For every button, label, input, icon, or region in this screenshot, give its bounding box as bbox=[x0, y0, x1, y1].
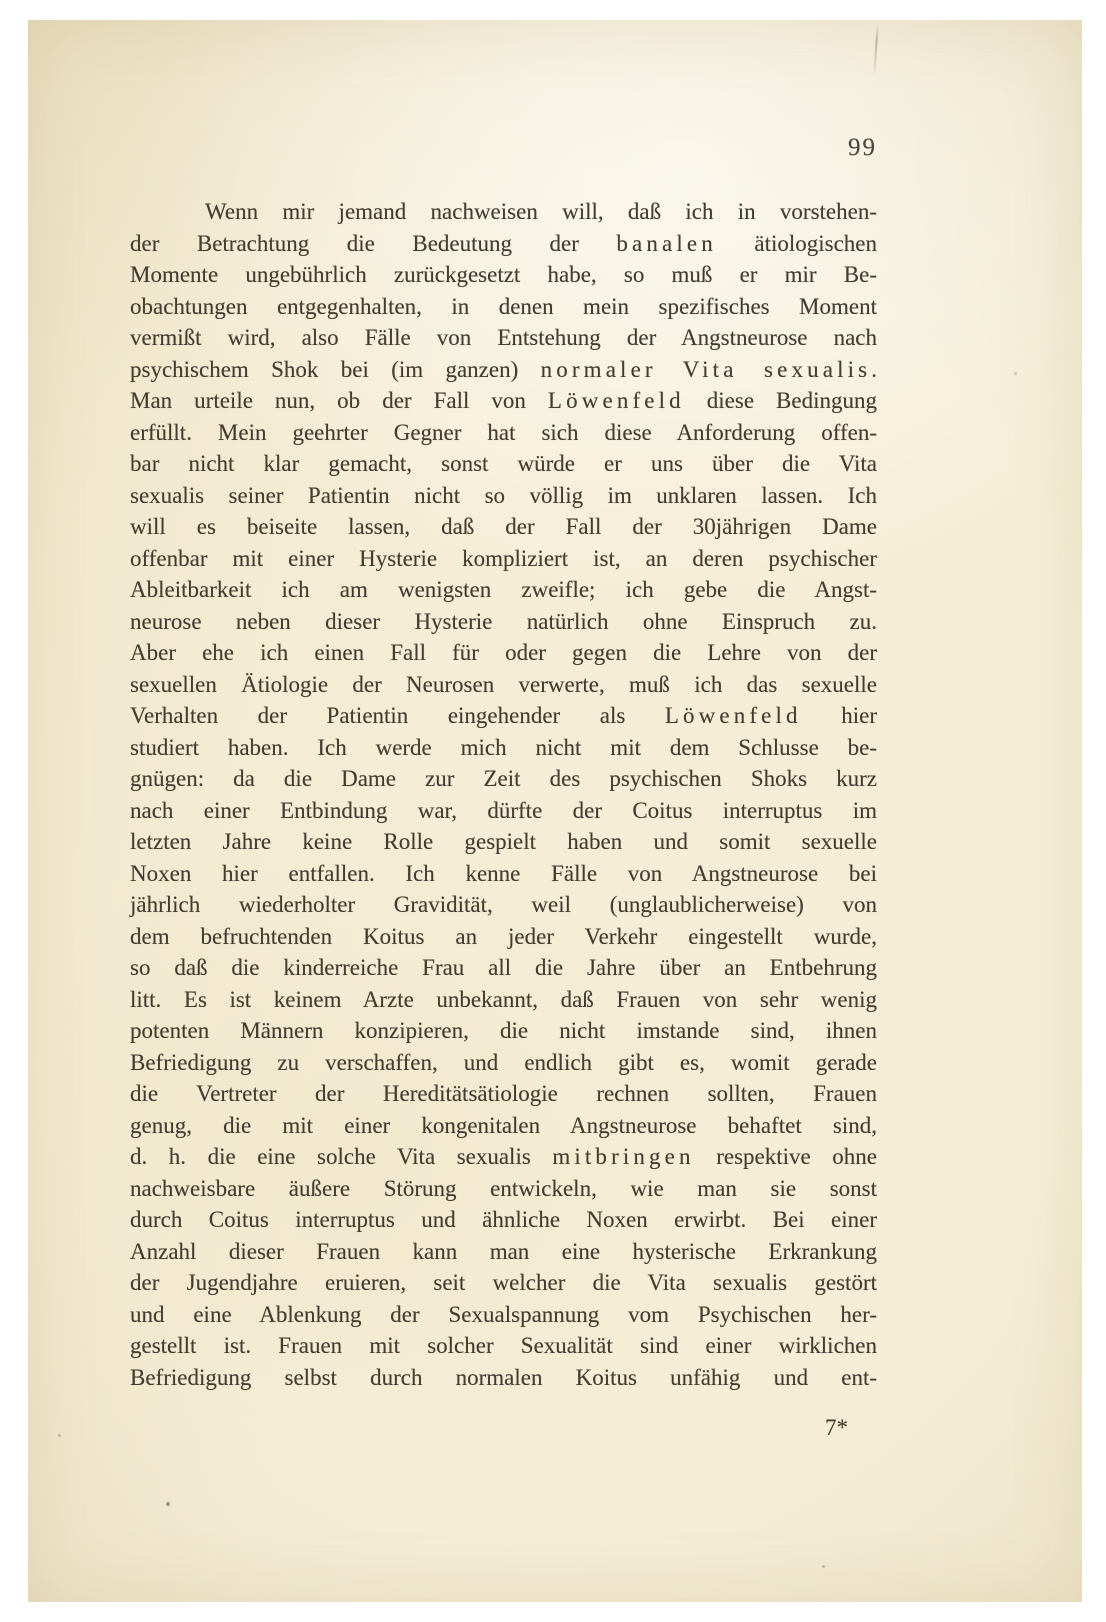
text-line bbox=[130, 196, 877, 228]
text-segment: durch Coitus interruptus und ähnliche Noxen erwirbt. Bei einer bbox=[130, 1207, 877, 1232]
text-line bbox=[130, 858, 877, 890]
book-page bbox=[28, 20, 1082, 1602]
text-segment: letzten Jahre keine Rolle gespielt haben und somit sexuelle bbox=[130, 829, 877, 854]
text-line bbox=[130, 417, 877, 449]
text-line bbox=[130, 1299, 877, 1331]
text-line bbox=[130, 1047, 877, 1079]
text-line bbox=[130, 1173, 877, 1205]
text-segment: obachtungen entgegenhalten, in denen mein spezifisches Moment bbox=[130, 293, 877, 319]
text-line bbox=[130, 1204, 877, 1236]
text-segment: der Betrachtung die Bedeutung der bbox=[130, 230, 617, 256]
text-segment: ätiologischen bbox=[716, 230, 878, 256]
text-segment: litt. Es ist keinem Arzte unbekannt, daß Frauen von sehr wenig bbox=[130, 986, 877, 1012]
spaced-emphasis: normaler Vita sexualis bbox=[540, 356, 872, 382]
text-line bbox=[130, 543, 877, 575]
text-segment: neurose neben dieser Hysterie natürlich ohne Einspruch zu. bbox=[130, 608, 877, 634]
text-segment: so daß die kinderreiche Frau all die Jahre über an Entbehrung bbox=[130, 955, 877, 980]
text-line bbox=[130, 1015, 877, 1047]
text-line bbox=[130, 921, 877, 953]
text-line bbox=[130, 511, 877, 543]
text-segment: Wenn mir jemand nachweisen will, daß ich in vorstehen- bbox=[205, 199, 877, 224]
text-line bbox=[130, 826, 877, 858]
text-segment: Man urteile nun, ob der Fall von bbox=[130, 388, 548, 413]
text-segment: respektive ohne bbox=[694, 1144, 877, 1169]
text-segment: Ableitbarkeit ich am wenigsten zweifle; ich gebe die Angst- bbox=[130, 577, 877, 602]
text-line bbox=[130, 228, 877, 260]
body-text bbox=[130, 196, 877, 1393]
text-segment: erfüllt. Mein geehrter Gegner hat sich diese Anforderung offen- bbox=[130, 419, 877, 445]
text-segment: der Jugendjahre eruieren, seit welcher die Vita sexualis gestört bbox=[130, 1270, 877, 1295]
text-line bbox=[130, 1141, 877, 1173]
text-segment: psychischem Shok bei (im ganzen) bbox=[130, 356, 541, 382]
text-segment: sexuellen Ätiologie der Neurosen verwerte, muß ich das sexuelle bbox=[130, 671, 877, 697]
text-line bbox=[130, 732, 877, 764]
text-line bbox=[130, 795, 877, 827]
text-segment: nachweisbare äußere Störung entwickeln, wie man sie sonst bbox=[130, 1175, 877, 1201]
text-line bbox=[130, 1362, 877, 1394]
text-line bbox=[130, 1236, 877, 1268]
text-segment: vermißt wird, also Fälle von Entstehung der Angstneurose nach bbox=[130, 325, 877, 350]
paper-speck bbox=[1014, 372, 1017, 375]
spaced-emphasis: Löwenfeld bbox=[664, 703, 802, 728]
text-line bbox=[130, 480, 877, 512]
text-segment: Anzahl dieser Frauen kann man eine hysterische Erkrankung bbox=[130, 1238, 877, 1264]
text-line bbox=[130, 1110, 877, 1142]
text-segment: hier bbox=[801, 703, 877, 728]
text-segment: bar nicht klar gemacht, sonst würde er uns über die Vita bbox=[130, 451, 877, 476]
text-line bbox=[130, 952, 877, 984]
text-segment: sexualis seiner Patientin nicht so völlig im unklaren lassen. Ich bbox=[130, 482, 877, 508]
text-segment: gestellt ist. Frauen mit solcher Sexualität sind einer wirklichen bbox=[130, 1333, 877, 1358]
text-segment: Befriedigung zu verschaffen, und endlich gibt es, womit gerade bbox=[130, 1049, 877, 1075]
text-line bbox=[130, 1330, 877, 1362]
paper-speck bbox=[58, 1434, 61, 1437]
text-line bbox=[130, 291, 877, 323]
text-line bbox=[130, 1267, 877, 1299]
text-segment: . bbox=[871, 356, 878, 382]
text-segment: nach einer Entbindung war, dürfte der Coitus interruptus im bbox=[130, 797, 877, 823]
text-line bbox=[130, 574, 877, 606]
text-line bbox=[130, 385, 877, 417]
text-segment: d. h. die eine solche Vita sexualis bbox=[130, 1144, 553, 1169]
page-number: 99 bbox=[848, 134, 877, 161]
pen-mark bbox=[873, 24, 879, 76]
text-segment: genug, die mit einer kongenitalen Angstneurose behaftet sind, bbox=[130, 1112, 877, 1138]
spaced-emphasis: banalen bbox=[616, 230, 717, 256]
text-line bbox=[130, 889, 877, 921]
text-segment: will es beiseite lassen, daß der Fall der 30jährigen Dame bbox=[130, 514, 877, 539]
text-segment: Momente ungebührlich zurückgesetzt habe, so muß er mir Be- bbox=[130, 262, 877, 287]
spaced-emphasis: Löwenfeld bbox=[547, 388, 685, 413]
text-line bbox=[130, 606, 877, 638]
text-segment: gnügen: da die Dame zur Zeit des psychischen Shoks kurz bbox=[130, 766, 877, 791]
text-segment: und eine Ablenkung der Sexualspannung vom Psychischen her- bbox=[130, 1301, 877, 1327]
text-line bbox=[130, 637, 877, 669]
text-line bbox=[130, 984, 877, 1016]
text-segment: Verhalten der Patientin eingehender als bbox=[130, 703, 665, 728]
signature-mark: 7* bbox=[825, 1415, 848, 1440]
text-line bbox=[130, 763, 877, 795]
text-line bbox=[130, 322, 877, 354]
text-line bbox=[130, 669, 877, 701]
text-segment: dem befruchtenden Koitus an jeder Verkehr eingestellt wurde, bbox=[130, 923, 877, 949]
text-segment: diese Bedingung bbox=[684, 388, 877, 413]
text-line bbox=[130, 700, 877, 732]
paper-speck bbox=[166, 1502, 170, 1506]
spaced-emphasis: mitbringen bbox=[552, 1144, 695, 1169]
text-segment: jährlich wiederholter Gravidität, weil (unglaublicherweise) von bbox=[130, 892, 877, 917]
text-line bbox=[130, 1078, 877, 1110]
text-segment: Noxen hier entfallen. Ich kenne Fälle von Angstneurose bei bbox=[130, 860, 877, 886]
text-segment: offenbar mit einer Hysterie kompliziert ist, an deren psychischer bbox=[130, 545, 877, 571]
text-line bbox=[130, 354, 877, 386]
text-line bbox=[130, 259, 877, 291]
text-segment: Befriedigung selbst durch normalen Koitus unfähig und ent- bbox=[130, 1364, 877, 1390]
text-line bbox=[130, 448, 877, 480]
paper-speck bbox=[822, 1565, 825, 1568]
text-segment: potenten Männern konzipieren, die nicht imstande sind, ihnen bbox=[130, 1018, 877, 1043]
text-segment: die Vertreter der Hereditätsätiologie rechnen sollten, Frauen bbox=[130, 1081, 877, 1106]
text-segment: studiert haben. Ich werde mich nicht mit dem Schlusse be- bbox=[130, 734, 877, 760]
text-segment: Aber ehe ich einen Fall für oder gegen die Lehre von der bbox=[130, 640, 877, 665]
